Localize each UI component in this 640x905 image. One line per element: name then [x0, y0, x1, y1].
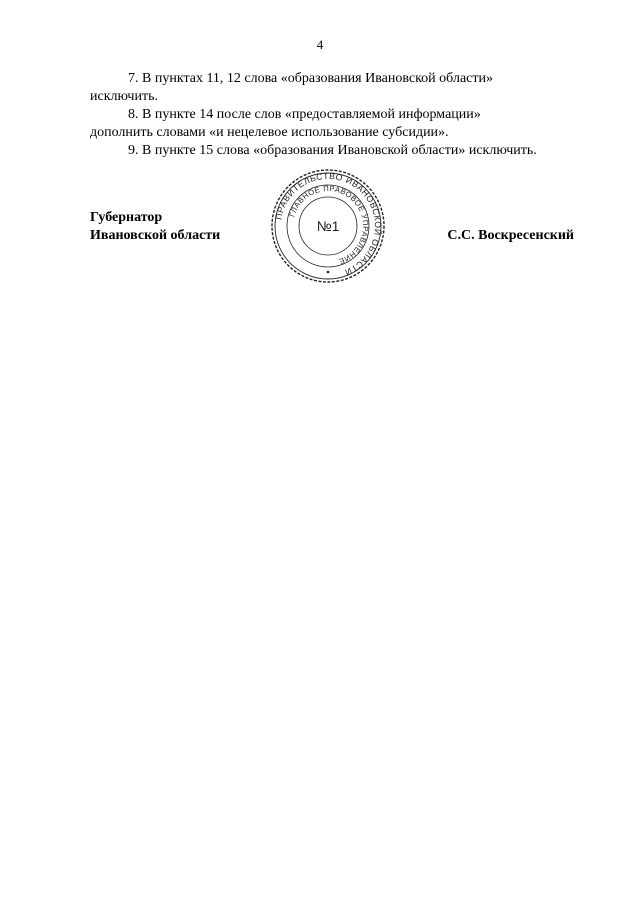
- signatory-name: С.С. Воскресенский: [447, 228, 574, 243]
- seal-graphic: [270, 168, 386, 284]
- document-body: [90, 70, 572, 160]
- seal-inner-text: ГЛАВНОЕ ПРАВОВОЕ УПРАВЛЕНИЕ: [287, 183, 371, 267]
- paragraph-item-7: [90, 70, 572, 106]
- official-seal: [270, 168, 386, 284]
- paragraph-line: 9. В пункте 15 слова «образования Ивановской области» исключить.: [128, 143, 537, 158]
- page-number: 4: [316, 37, 324, 52]
- seal-dot: [327, 271, 330, 274]
- seal-center-number: №1: [316, 218, 340, 234]
- seal-outer-text: ПРАВИТЕЛЬСТВО ИВАНОВСКОЙ ОБЛАСТИ: [273, 170, 384, 278]
- paragraph-line: 8. В пункте 14 после слов «предоставляемой информации»: [128, 107, 481, 122]
- paragraph-item-9: [90, 142, 572, 160]
- signatory-position: [90, 209, 220, 245]
- paragraph-item-8: [90, 106, 572, 142]
- paragraph-line: дополнить словами «и нецелевое использование субсидии».: [90, 125, 449, 140]
- paragraph-line: 7. В пунктах 11, 12 слова «образования Ивановской области»: [128, 71, 493, 86]
- paragraph-line: исключить.: [90, 89, 158, 104]
- signatory-title: Губернатор: [90, 210, 163, 225]
- signatory-region: Ивановской области: [90, 228, 221, 243]
